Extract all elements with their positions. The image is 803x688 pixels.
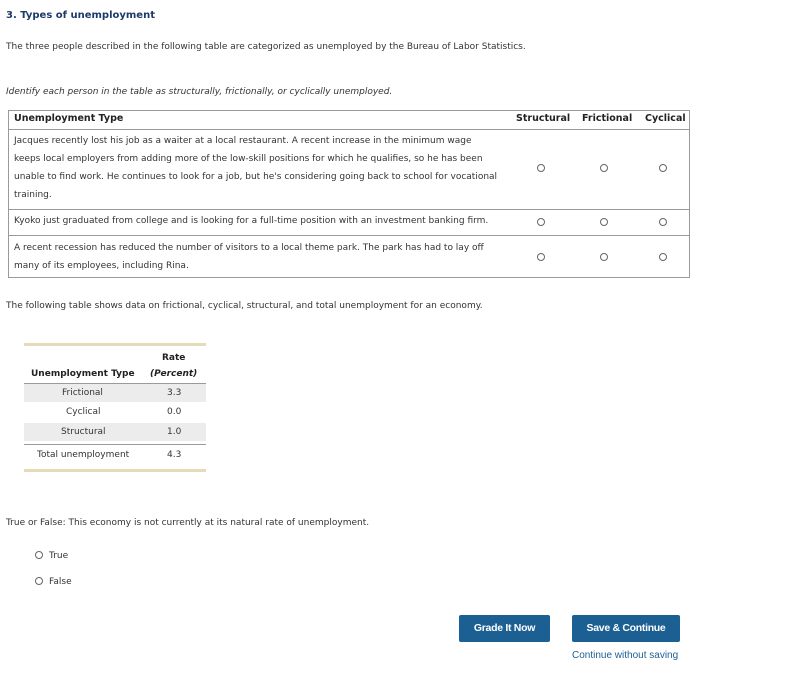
description-line: Kyoko just graduated from college and is looking for a full-time position with an investment banking firm. (14, 216, 489, 226)
row-rate-cyclical: 0.0 (167, 407, 182, 417)
row-rate-frictional: 3.3 (167, 388, 182, 398)
radio-kyoko-cyclical[interactable] (659, 218, 667, 226)
row-description (14, 239, 504, 275)
question-title: 3. Types of unemployment (6, 10, 155, 21)
radio-false[interactable] (35, 577, 43, 585)
option-true[interactable] (35, 550, 68, 561)
true-false-question: True or False: This economy is not currently at its natural rate of unemployment. (6, 518, 370, 528)
table-bottom-rule (24, 469, 206, 472)
total-label: Total unemployment (37, 450, 130, 460)
radio-kyoko-structural[interactable] (537, 218, 545, 226)
save-continue-button[interactable]: Save & Continue (572, 615, 680, 642)
header-unit: (Percent) (150, 369, 198, 379)
table-row (9, 129, 689, 210)
header-cyclical: Cyclical (645, 113, 686, 124)
radio-true[interactable] (35, 551, 43, 559)
option-true-label: True (49, 551, 69, 561)
row-description (14, 212, 504, 230)
grade-it-now-button[interactable]: Grade It Now (459, 615, 550, 642)
row-type-structural: Structural (61, 427, 106, 437)
description-line: Jacques recently lost his job as a waiter at a local restaurant. A recent increase in the minimum wage (14, 136, 472, 146)
question-instruction: Identify each person in the table as structurally, frictionally, or cyclically unemployed. (6, 87, 393, 97)
continue-without-saving-link[interactable]: Continue without saving (572, 650, 679, 661)
data-table-lead: The following table shows data on frictional, cyclical, structural, and total unemployment for an economy. (6, 301, 483, 311)
total-rate: 4.3 (167, 450, 182, 460)
table-row (9, 209, 689, 236)
classification-table-header (9, 111, 689, 129)
description-line: training. (14, 190, 52, 200)
description-line: keeps local employers from adding more of the low-skill positions for which he qualifies, so he has been (14, 154, 483, 164)
header-type: Unemployment Type (31, 369, 135, 379)
table-row (9, 235, 689, 279)
total-divider (24, 444, 206, 445)
row-rate-structural: 1.0 (167, 427, 182, 437)
question-intro: The three people described in the following table are categorized as unemployed by the Bureau of Labor Statistics. (6, 42, 526, 52)
option-false-label: False (49, 577, 72, 587)
classification-table (8, 110, 690, 278)
radio-kyoko-frictional[interactable] (600, 218, 608, 226)
row-type-cyclical: Cyclical (66, 407, 101, 417)
radio-rina-structural[interactable] (537, 253, 545, 261)
header-unemployment-type: Unemployment Type (14, 113, 124, 124)
radio-jacques-structural[interactable] (537, 164, 545, 172)
option-false[interactable] (35, 576, 72, 587)
description-line: unable to find work. He continues to look for a job, but he's considering going back to school for vocational (14, 172, 498, 182)
radio-jacques-cyclical[interactable] (659, 164, 667, 172)
radio-jacques-frictional[interactable] (600, 164, 608, 172)
table-top-rule (24, 343, 206, 346)
header-frictional: Frictional (582, 113, 633, 124)
radio-rina-frictional[interactable] (600, 253, 608, 261)
radio-rina-cyclical[interactable] (659, 253, 667, 261)
row-type-frictional: Frictional (62, 388, 103, 398)
description-line: many of its employees, including Rina. (14, 261, 189, 271)
row-description (14, 132, 504, 204)
header-rate: Rate (162, 353, 186, 363)
header-structural: Structural (516, 113, 571, 124)
description-line: A recent recession has reduced the number of visitors to a local theme park. The park has had to lay off (14, 243, 484, 253)
